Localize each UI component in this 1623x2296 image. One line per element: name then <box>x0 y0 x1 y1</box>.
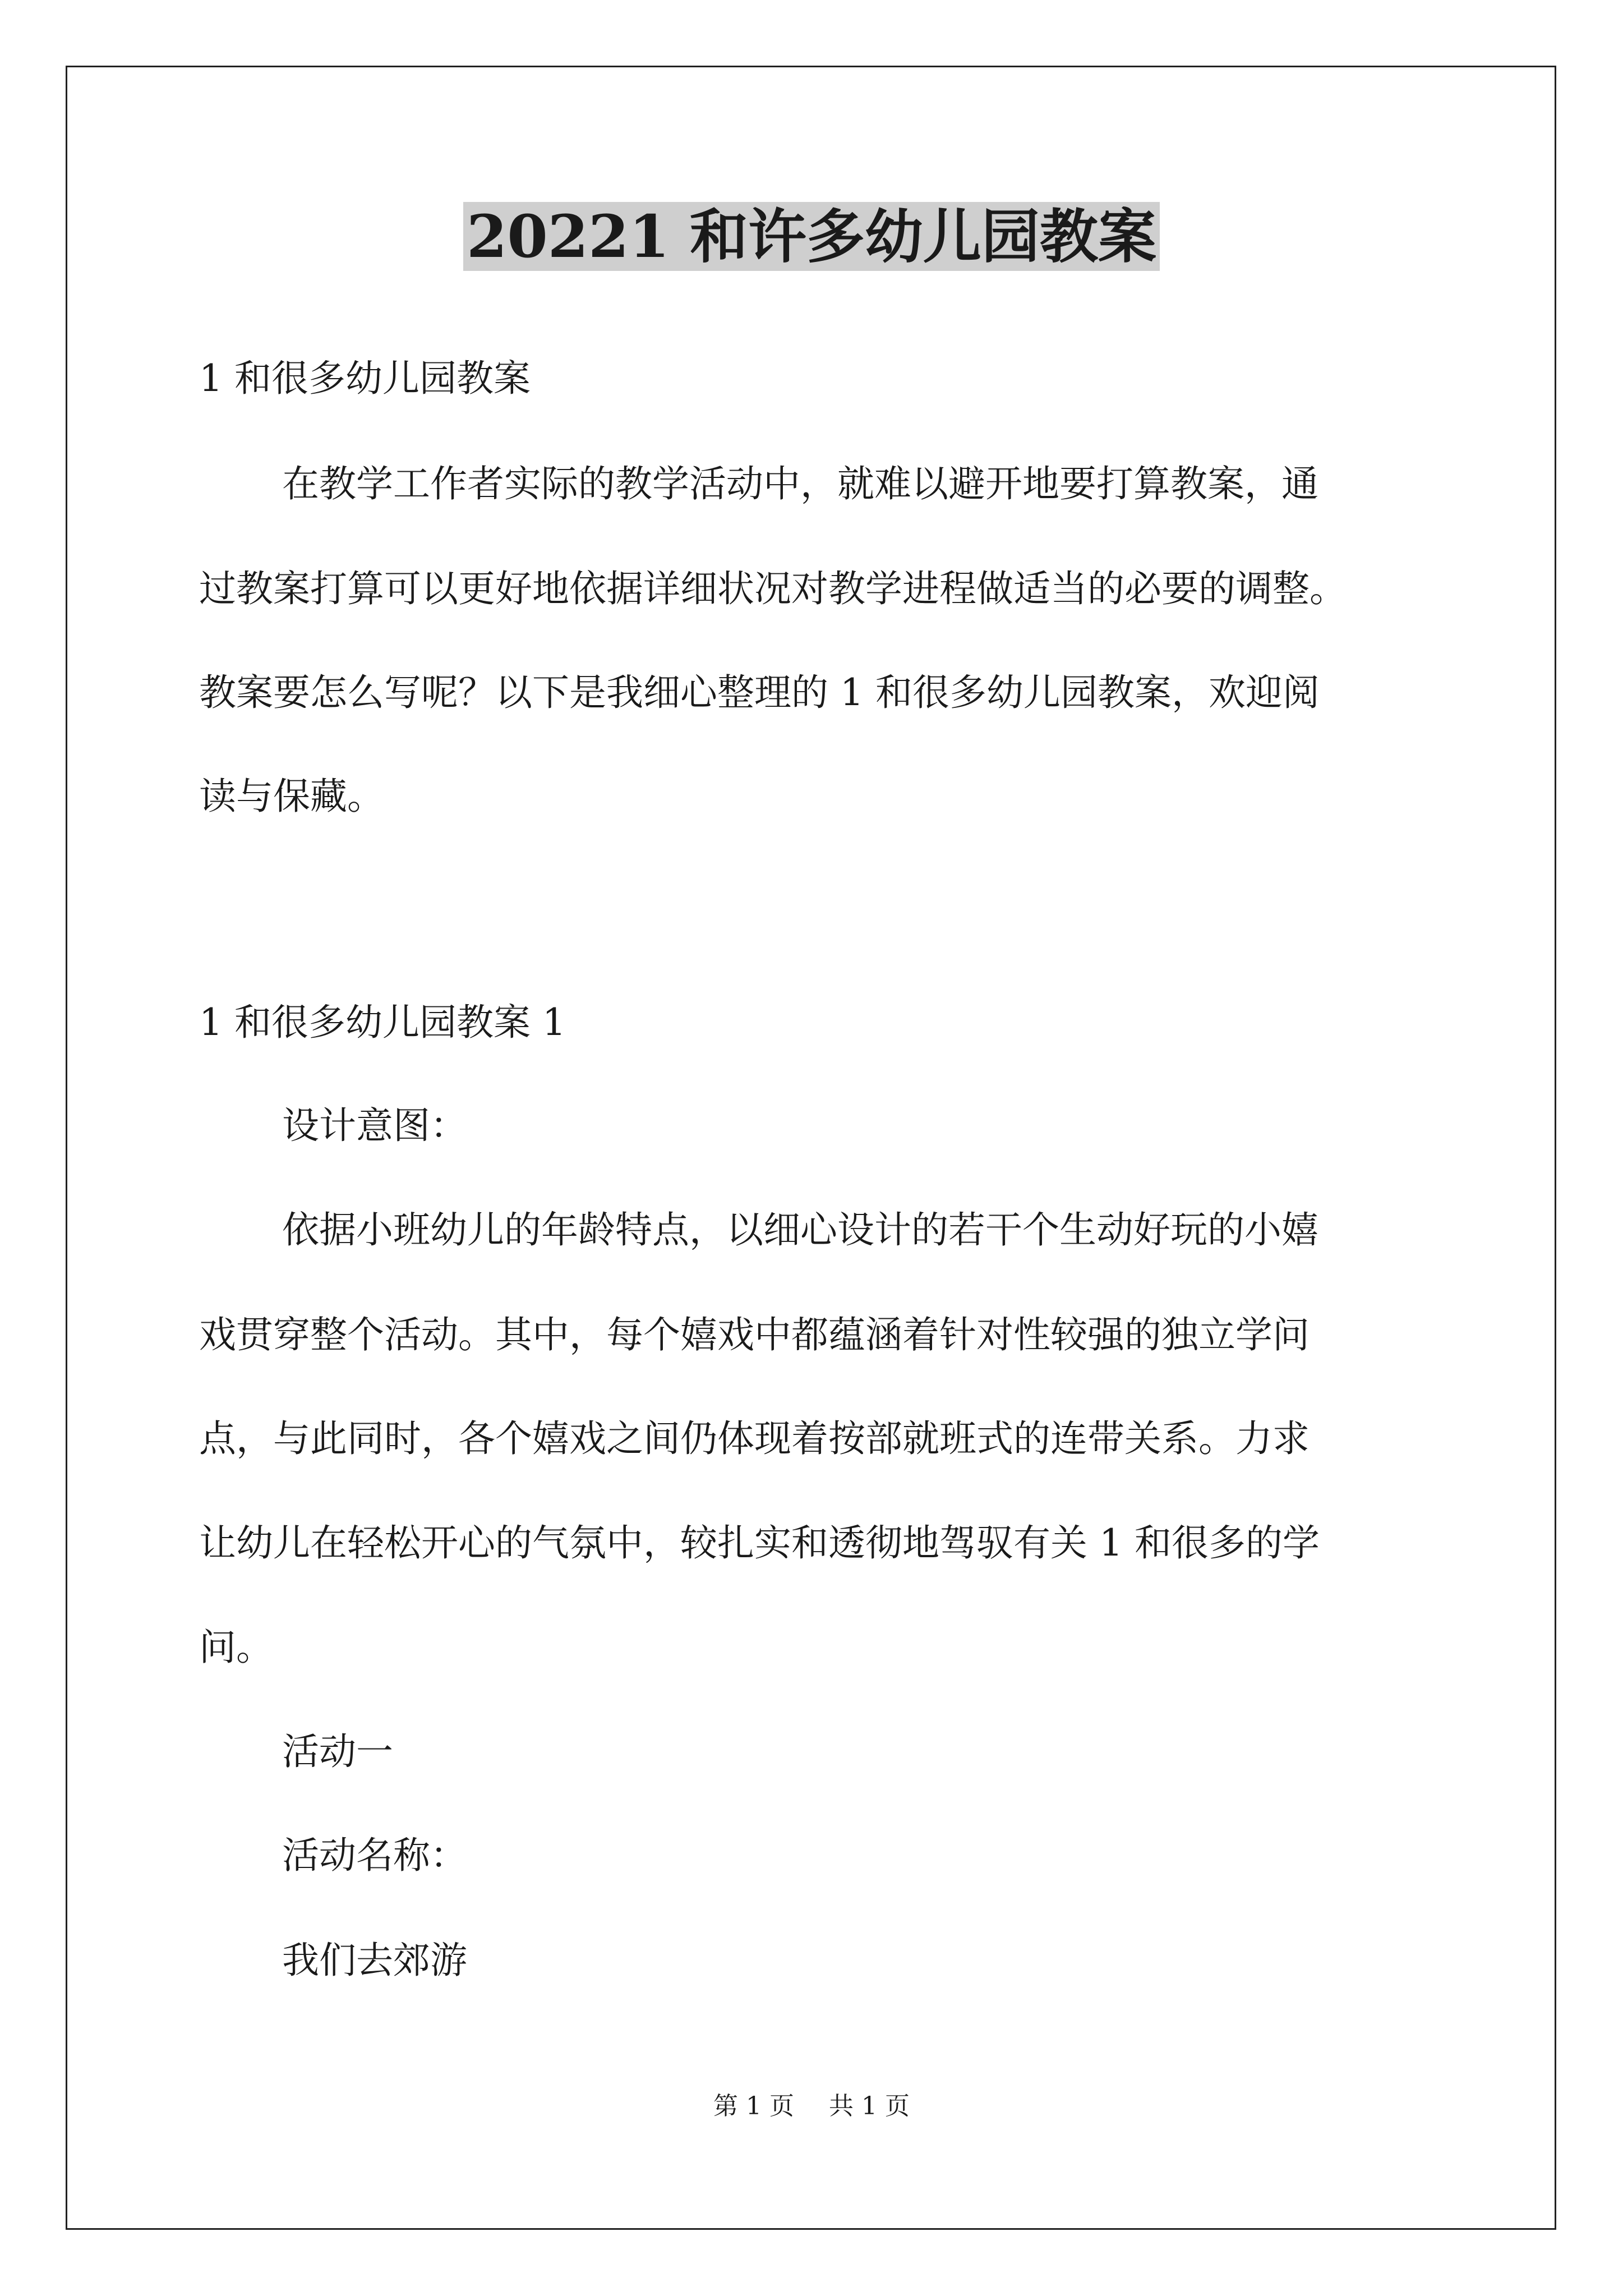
page-footer <box>0 2090 1623 2123</box>
paragraph-line: 问。 <box>199 1626 273 1669</box>
paragraph-line: 活动名称： <box>282 1834 467 1877</box>
paragraph-line: 读与保藏。 <box>199 775 384 818</box>
page-number: 第 1 页 <box>713 2092 794 2120</box>
paragraph-line: 依据小班幼儿的年龄特点，以细心设计的若干个生动好玩的小嬉 <box>282 1208 1318 1251</box>
paragraph-line: 点，与此同时，各个嬉戏之间仍体现着按部就班式的连带关系。力求 <box>199 1417 1310 1460</box>
document-title-text: 20221 和许多幼儿园教案 <box>463 202 1160 271</box>
paragraph-line: 过教案打算可以更好地依据详细状况对教学进程做适当的必要的调整。 <box>199 567 1347 610</box>
section-heading: 1 和很多幼儿园教案 1 <box>199 1001 566 1044</box>
paragraph-line: 戏贯穿整个活动。其中，每个嬉戏中都蕴涵着针对性较强的独立学问 <box>199 1313 1310 1356</box>
paragraph-line: 设计意图： <box>282 1104 467 1147</box>
section-heading: 1 和很多幼儿园教案 <box>199 357 531 400</box>
paragraph-line: 在教学工作者实际的教学活动中，就难以避开地要打算教案，通 <box>282 462 1318 505</box>
paragraph-line: 我们去郊游 <box>282 1939 467 1982</box>
page-total: 共 1 页 <box>829 2092 910 2120</box>
paragraph-line: 教案要怎么写呢？以下是我细心整理的 1 和很多幼儿园教案，欢迎阅 <box>199 671 1320 714</box>
paragraph-line: 让幼儿在轻松开心的气氛中，较扎实和透彻地驾驭有关 1 和很多的学 <box>199 1521 1320 1565</box>
paragraph-line: 活动一 <box>282 1730 393 1773</box>
document-title <box>0 197 1623 276</box>
